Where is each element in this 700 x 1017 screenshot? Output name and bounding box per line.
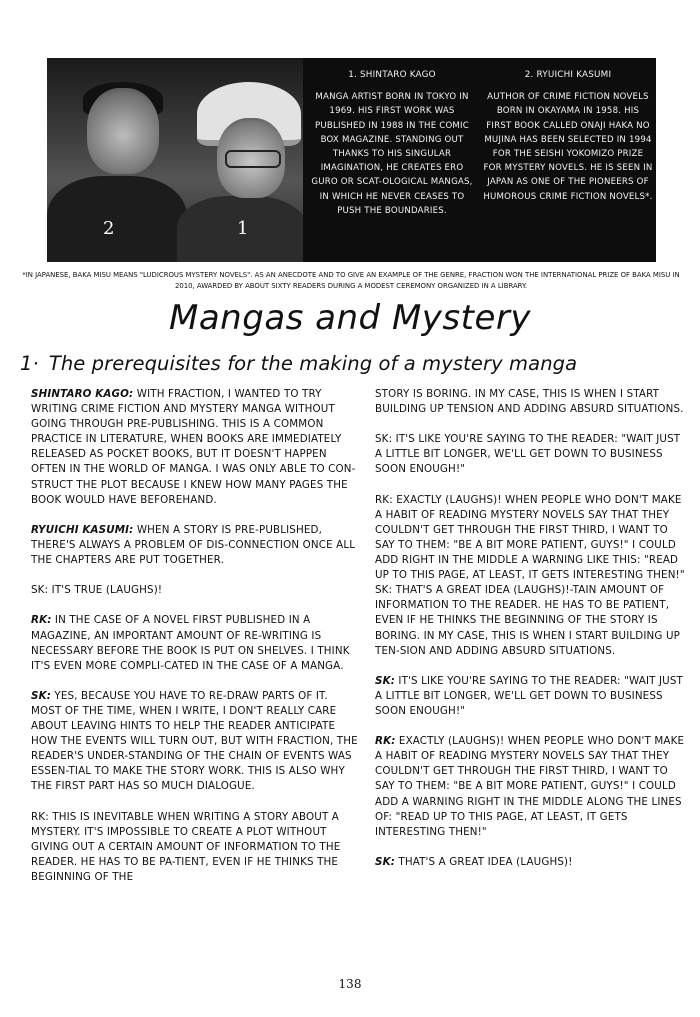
section-number: 1· [20,352,39,375]
paragraph-text: SK: IT'S LIKE YOU'RE SAYING TO THE READER: "WAIT JUST A LITTLE BIT LONGER, WE'LL GET DOWN TO BUSINESS SOON ENOUGH!" [375,433,681,476]
paragraph-text: WITH FRACTION, I WANTED TO TRY WRITING CRIME FICTION AND MYSTERY MANGA WITHOUT GOING THROUGH PRE-PUBLISHING. THIS IS A COMMON PRACTICE IN LITERATURE, WHEN BOOKS ARE IMMEDIATELY RELEASED AS POCKET BOOKS, BUT IT DOESN'T HAPPEN OFTEN IN THE WORLD OF MANGA. I WAS ONLY ABLE TO CON-STRUCT THE PLOT BECAUSE I KNEW HOW MANY PAGES THE BOOK WOULD HAVE BEFOREHAND. [31,388,356,506]
page-number: 138 [338,977,362,991]
bio-text: MANGA ARTIST BORN IN TOKYO IN 1969. HIS FIRST WORK WAS PUBLISHED IN 1988 IN THE COMIC BOX MAGAZINE. STANDING OUT THANKS TO HIS SINGULAR IMAGINATION, HE CREATES ERO GURO OR SCAT-OLOGICAL MANGAS, IN WHICH HE NEVER CEASES TO PUSH THE BOUNDARIES. [311,92,473,216]
photo-label-2: 2 [103,218,115,239]
speaker-name: SK: [31,689,51,702]
speaker-name: RK: [31,614,52,627]
bio-heading: 1. SHINTARO KAGO [348,70,436,80]
bio-heading: 2. RYUICHI KASUMI [524,70,612,80]
interview-paragraph [375,493,687,584]
bio-text: AUTHOR OF CRIME FICTION NOVELS BORN IN OKAYAMA IN 1958. HIS FIRST BOOK CALLED ONAJI HAKA NO MUJINA HAS BEEN SELECTED IN 1994 FOR THE SEISHI YOKOMIZO PRIZE FOR MYSTERY NOVELS. HE IS SEEN IN JAPAN AS ONE OF THE PIONEERS OF HUMOROUS CRIME FICTION NOVELS*. [483,92,653,202]
paragraph-text: WHEN A STORY IS PRE-PUBLISHED, THERE'S ALWAYS A PROBLEM OF DIS-CONNECTION ONCE ALL THE CHAPTERS ARE PUT TOGETHER. [31,523,356,567]
interview-paragraph [31,613,361,673]
speaker-name: SK: [375,855,395,868]
author-photo [47,58,303,262]
interview-paragraph [375,387,687,417]
photo-face-left [87,88,159,174]
paragraph-text: EXACTLY (LAUGHS)! WHEN PEOPLE WHO DON'T MAKE A HABIT OF READING MYSTERY NOVELS SAY THAT THEY COULDN'T GET THROUGH THE FIRST THIRD, I WANT TO SAY TO THEM: "BE A BIT MORE PATIENT, GUYS!" I COULD ADD A WARNING RIGHT IN THE MIDDLE ALONG THE LINES OF: "READ UP TO THIS PAGE, AT LEAST, IT GETS INTERESTING THEN!" [375,735,685,838]
interview-paragraph [375,674,687,719]
speaker-name: SK: [375,674,395,687]
paragraph-text: RK: EXACTLY (LAUGHS)! WHEN PEOPLE WHO DON'T MAKE A HABIT OF READING MYSTERY NOVELS SAY THAT THEY COULDN'T GET THROUGH THE FIRST THIRD, I WANT TO SAY TO THEM: "BE A BIT MORE PATIENT, GUYS!" I COULD ADD RIGHT IN THE MIDDLE A WARNING LIKE THIS: "READ UP TO THIS PAGE, AT LEAST, IT GETS INTERESTING THEN!" [375,493,685,582]
interview-paragraph [31,689,361,795]
photo-figure-left [47,176,187,262]
bio-kago [307,68,477,218]
interview-paragraph [375,432,687,477]
interview-paragraph [31,810,361,885]
speaker-name: RYUICHI KASUMI: [31,523,134,536]
footnote: *IN JAPANESE, BAKA MISU MEANS "LUDICROUS MYSTERY NOVELS". AS AN ANECDOTE AND TO GIVE AN EXAMPLE OF THE GENRE, FRACTION WON THE INTERNATIONAL PRIZE OF BAKA MISU IN 2010, AWARDED BY ABOUT SIXTY READERS DURING A MODEST CEREMONY ORGANIZED IN A LIBRARY. [22,271,680,290]
section-heading [20,352,690,375]
bio-kasumi [483,68,653,204]
bio-box [303,58,656,262]
speaker-name: SHINTARO KAGO: [31,388,134,400]
interview-paragraph [375,734,687,840]
paragraph-text: THAT'S A GREAT IDEA (LAUGHS)! [394,855,573,868]
interview-paragraph [31,583,361,598]
paragraph-text: IT'S LIKE YOU'RE SAYING TO THE READER: "WAIT JUST A LITTLE BIT LONGER, WE'LL GET DOWN TO BUSINESS SOON ENOUGH!" [375,674,683,717]
paragraph-text: RK: THIS IS INEVITABLE WHEN WRITING A STORY ABOUT A MYSTERY. IT'S IMPOSSIBLE TO CREATE A PLOT WITHOUT GIVING OUT A CERTAIN AMOUNT OF INFORMATION TO THE READER. HE HAS TO BE PA-TIENT, EVEN IF HE THINKS THE BEGINNING OF THE [31,810,341,883]
speaker-name: RK: [375,735,396,748]
interview-paragraph [31,523,361,568]
paragraph-text: STORY IS BORING. IN MY CASE, THIS IS WHEN I START BUILDING UP TENSION AND ADDING ABSURD SITUATIONS. [375,388,684,416]
interview-paragraph [31,387,361,508]
paragraph-text: IN THE CASE OF A NOVEL FIRST PUBLISHED IN A MAGAZINE, AN IMPORTANT AMOUNT OF RE-WRITING IS NECESSARY BEFORE THE BOOK IS PUT ON SHELVES. I THINK IT'S EVEN MORE COMPLI-CATED IN THE CASE OF A MANGA. [31,614,350,672]
interview-column-left [31,387,361,900]
photo-glasses [225,150,281,168]
interview-column-right [375,387,687,885]
paragraph-text: YES, BECAUSE YOU HAVE TO RE-DRAW PARTS OF IT. MOST OF THE TIME, WHEN I WRITE, I DON'T REALLY CARE ABOUT LEAVING HINTS TO HELP THE READER ANTICIPATE HOW THE EVENTS WILL TURN OUT, BUT WITH FRACTION, THE READER'S UNDER-STANDING OF THE CHAIN OF EVENTS WAS ESSEN-TIAL TO MAKE THE STORY WORK. THIS IS ALSO WHY THE FIRST PART HAS SO MUCH DIALOGUE. [31,689,358,793]
interview-paragraph [375,855,687,870]
section-title: The prerequisites for the making of a mystery manga [48,352,578,375]
page-title: Mangas and Mystery [169,298,531,338]
paragraph-text: SK: THAT'S A GREAT IDEA (LAUGHS)!-TAIN AMOUNT OF INFORMATION TO THE READER. HE HAS TO BE PATIENT, EVEN IF HE THINKS THE BEGINNING OF THE STORY IS BORING. IN MY CASE, THIS IS WHEN I START BUILDING UP TEN-SION AND ADDING ABSURD SITUATIONS. [375,584,681,657]
photo-label-1: 1 [237,218,249,239]
paragraph-text: SK: IT'S TRUE (LAUGHS)! [31,584,163,597]
interview-paragraph [375,583,687,658]
